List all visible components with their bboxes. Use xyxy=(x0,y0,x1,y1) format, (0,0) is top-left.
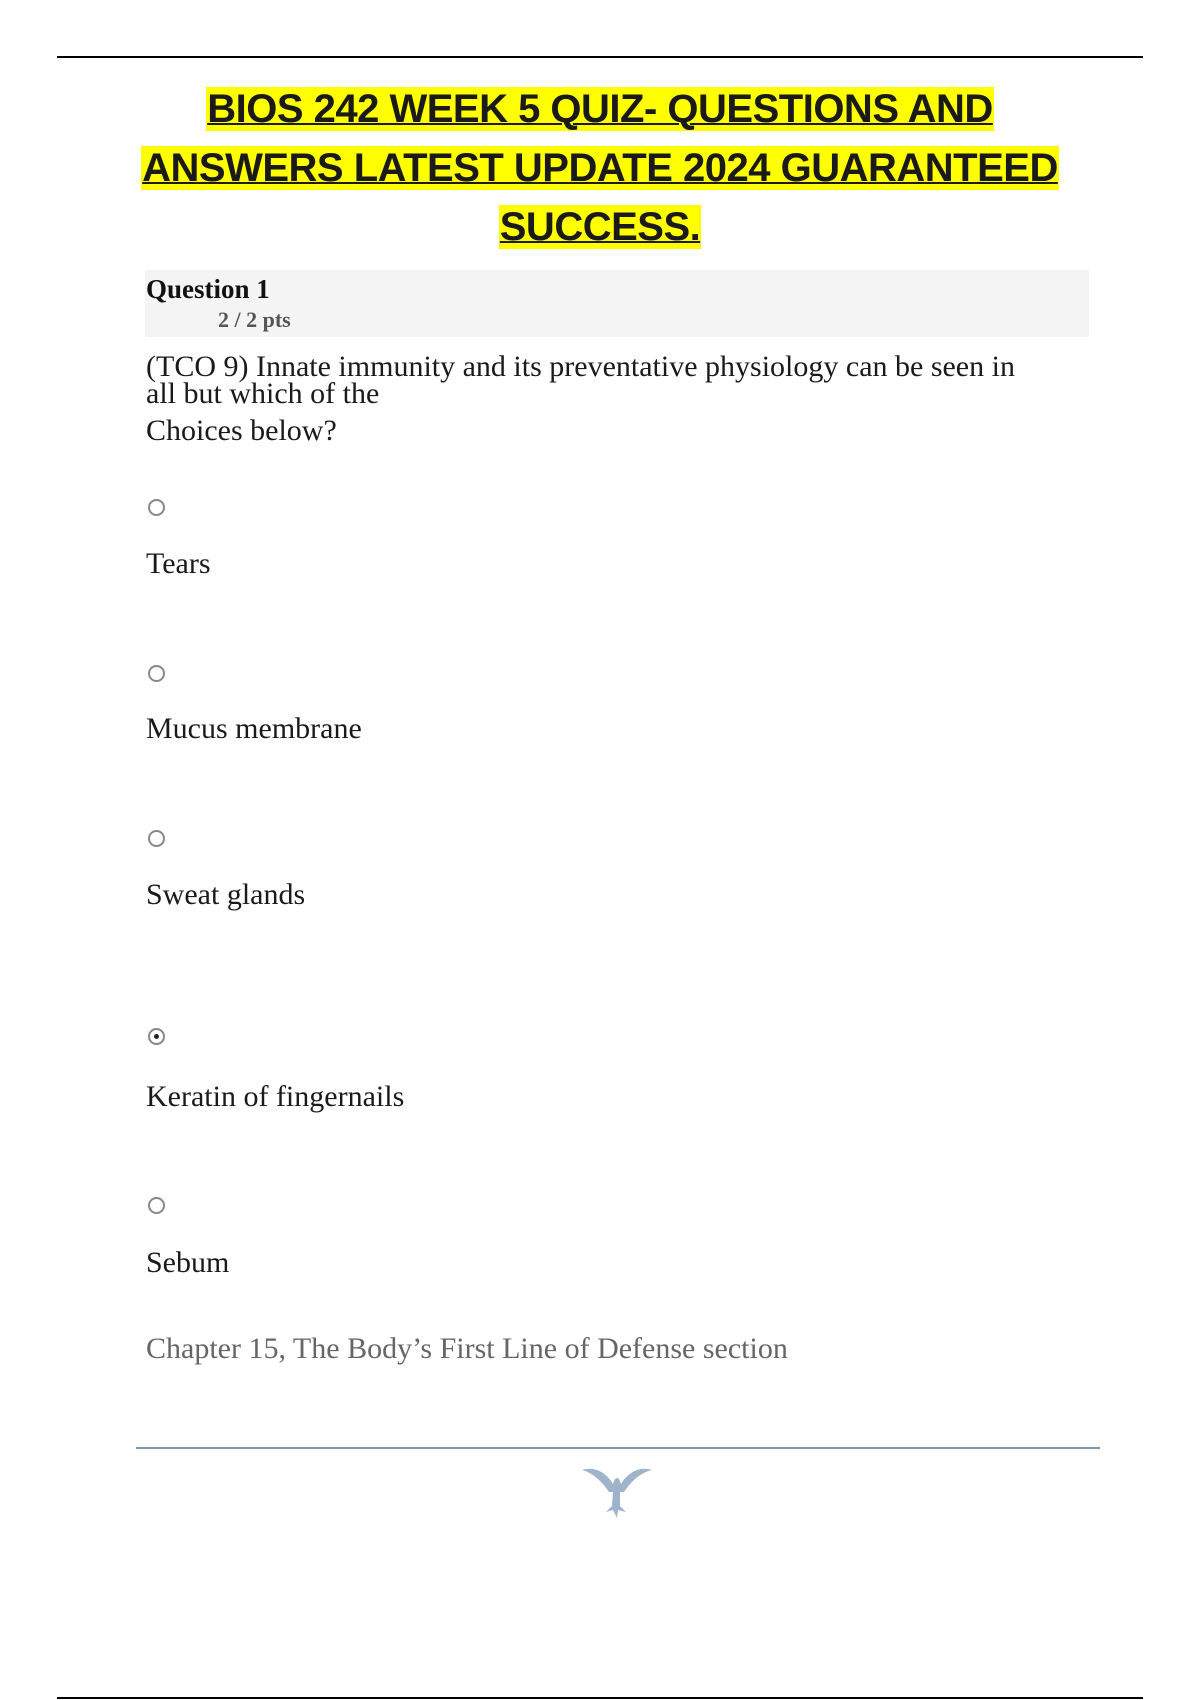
bottom-rule xyxy=(57,1697,1143,1699)
choice-label-sebum: Sebum xyxy=(146,1246,230,1279)
choice-radio-sebum[interactable] xyxy=(148,1197,165,1214)
question-label: Question 1 xyxy=(146,274,270,304)
question-points: 2 / 2 pts xyxy=(218,307,291,332)
document-title xyxy=(100,80,1100,257)
question-text-line-1: (TCO 9) Innate immunity and its preventative physiology can be seen in xyxy=(146,350,1015,383)
title-line-1: BIOS 242 WEEK 5 QUIZ- QUESTIONS AND xyxy=(207,87,993,131)
title-line-3: SUCCESS. xyxy=(499,205,701,249)
footer-rule xyxy=(136,1447,1100,1449)
question-text xyxy=(146,350,1096,447)
choice-label-sweat-glands: Sweat glands xyxy=(146,878,306,911)
top-rule xyxy=(57,56,1143,58)
choice-radio-mucus-membrane[interactable] xyxy=(148,665,165,682)
question-text-line-2: all but which of the xyxy=(146,377,380,410)
choice-label-keratin-of-fingernails: Keratin of fingernails xyxy=(146,1080,405,1113)
choice-radio-keratin-of-fingernails[interactable] xyxy=(148,1028,165,1045)
bird-logo-icon xyxy=(580,1462,654,1523)
title-line-2: ANSWERS LATEST UPDATE 2024 GUARANTEED xyxy=(142,146,1058,190)
choice-radio-sweat-glands[interactable] xyxy=(148,830,165,847)
choice-label-tears: Tears xyxy=(146,547,211,580)
choice-radio-tears[interactable] xyxy=(148,499,165,516)
question-text-line-3: Choices below? xyxy=(146,414,337,447)
choice-label-mucus-membrane: Mucus membrane xyxy=(146,712,362,745)
question-header xyxy=(145,270,1089,337)
chapter-reference: Chapter 15, The Body’s First Line of Defense section xyxy=(146,1332,788,1365)
